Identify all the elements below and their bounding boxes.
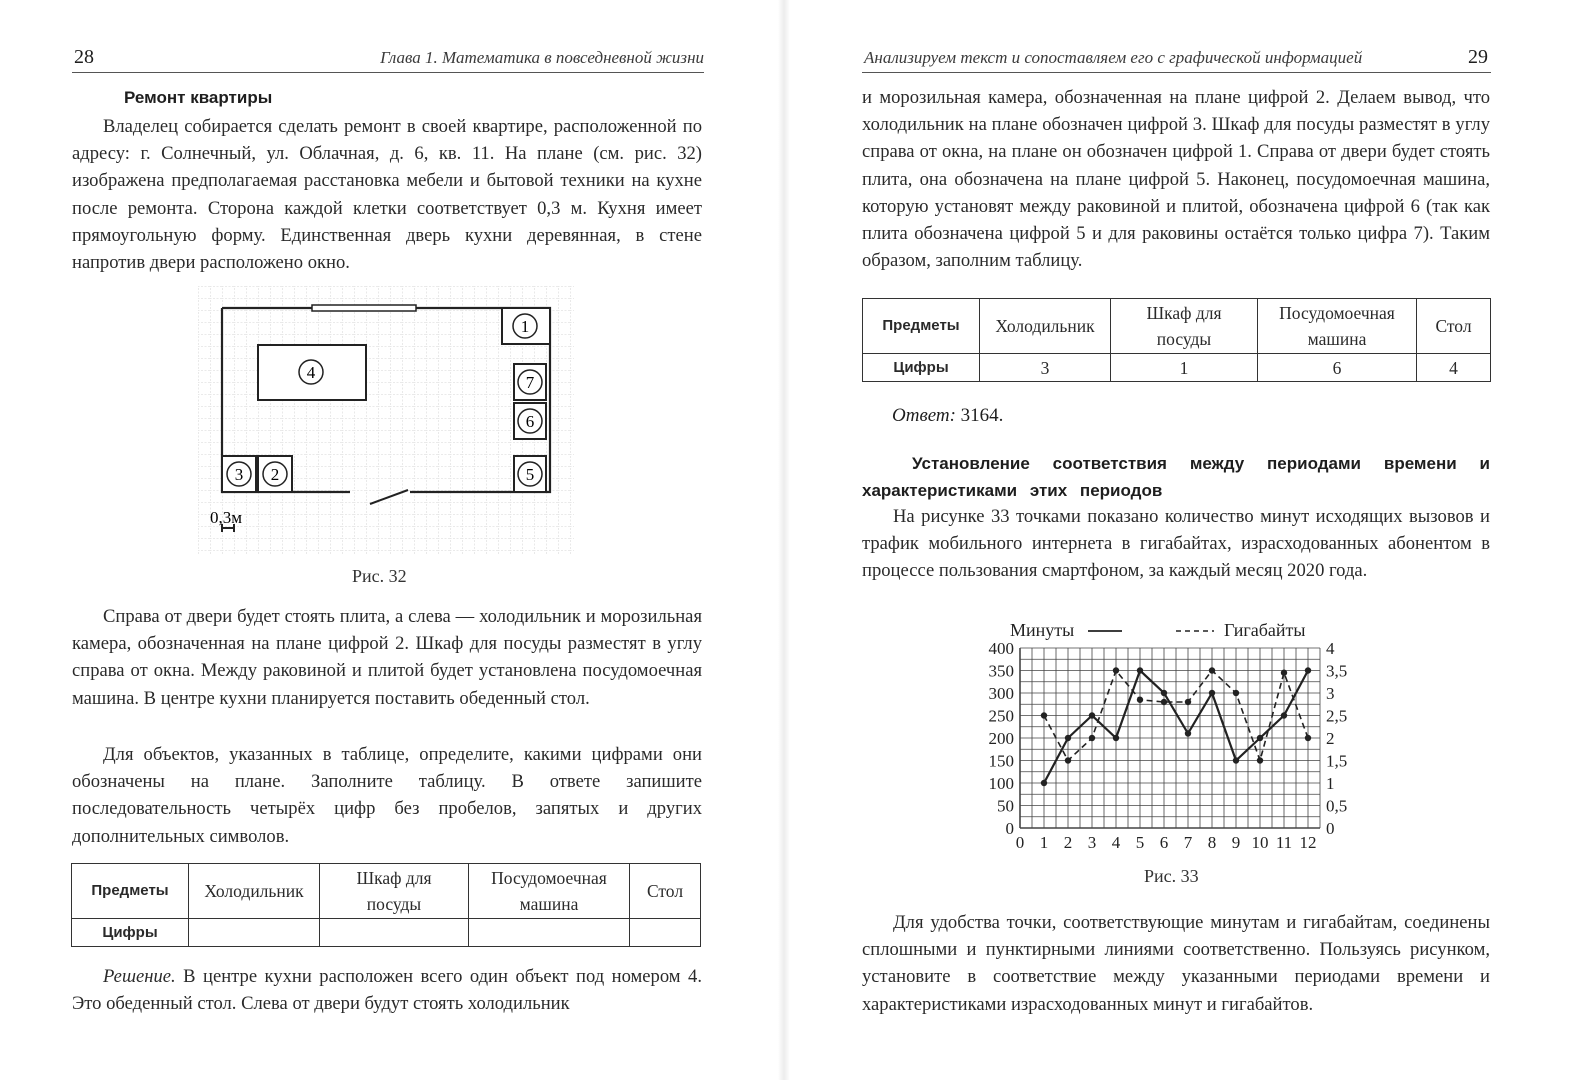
point-gigabytes	[1281, 670, 1287, 676]
x-tick: 6	[1159, 833, 1169, 852]
x-tick: 2	[1063, 833, 1073, 852]
chart-ticks	[989, 639, 1348, 852]
paragraph-3: Для удобства точки, соответствующие минутам и гигабайтам, соединены сплошными и пунктирными линиями соответственно. Пользуясь рисунком, установите в соответствие между указанными периодами времени и характеристиками израсходованных минут и гигабайтов.	[862, 912, 1490, 1015]
x-tick: 1	[1039, 833, 1049, 852]
y-tick-right: 3,5	[1326, 661, 1348, 681]
section-title: Ремонт квартиры	[124, 88, 273, 107]
chart-legend	[1010, 620, 1305, 640]
cell-text: Холодильник	[995, 316, 1095, 336]
scale-label: 0,3м	[210, 508, 243, 527]
x-tick: 10	[1251, 833, 1269, 852]
x-tick: 0	[1015, 833, 1025, 852]
paragraph-1: и морозильная камера, обозначенная на плане цифрой 2. Делаем вывод, что холодильник на плане обозначен цифрой 3. Шкаф для посуды разместят в углу справа от окна, на плане он обозначен цифрой 1. Справа от двери будет стоять плита, она обозначена на плане цифрой 5. Наконец, посудомоечная машина, которую установят между раковиной и плитой, обозначена цифрой 6 (так как плита обозначена цифрой 5 и для раковины остаётся только цифра 7). Таким образом, заполним таблицу.	[862, 87, 1490, 272]
point-minutes	[1281, 712, 1287, 718]
paragraph-2: Справа от двери будет стоять плита, а слева — холодильник и морозильная камера, обозначенная на плане цифрой 2. Шкаф для посуды разместят в углу справа от окна. Между раковиной и плитой будет установлена посудомоечная машина. В центре кухни планируется поставить обеденный стол.	[72, 606, 702, 709]
point-minutes	[1065, 735, 1071, 741]
header-rule	[862, 72, 1491, 73]
figure-caption: Рис. 33	[1144, 866, 1199, 886]
table-cell-digit: 6	[1258, 354, 1417, 382]
chart-figure-33	[980, 610, 1360, 860]
table-cell-empty	[320, 919, 469, 947]
x-tick: 11	[1275, 833, 1293, 852]
table-cell-digit: 3	[980, 354, 1111, 382]
point-gigabytes	[1065, 757, 1071, 763]
header-rule	[72, 72, 704, 73]
kitchen-plan	[198, 286, 574, 554]
y-tick-right: 0	[1326, 819, 1335, 838]
y-tick-right: 2,5	[1326, 706, 1348, 726]
table-cell-empty	[189, 919, 320, 947]
y-tick-right: 4	[1326, 639, 1335, 658]
cell-text: Стол	[1435, 316, 1472, 336]
left-page	[0, 0, 784, 1080]
solution-text: В центре кухни расположен всего один объект под номером 4. Это обеденный стол. Слева от двери будут стоять холодильник	[72, 966, 702, 1015]
x-tick: 3	[1087, 833, 1097, 852]
y-tick-left: 300	[988, 684, 1014, 703]
table-cell-empty	[630, 919, 701, 947]
table-header-item	[630, 864, 701, 919]
section-title: Установление соответствия между периодами времени и характеристиками этих периодов	[862, 454, 1490, 500]
y-tick-left: 100	[988, 774, 1014, 793]
page-number: 29	[1468, 46, 1488, 68]
point-gigabytes	[1209, 667, 1215, 673]
y-tick-left: 400	[988, 639, 1014, 658]
plan-label-3: 3	[234, 465, 244, 484]
solution-paragraph	[72, 963, 702, 1017]
table-header-item	[469, 864, 630, 919]
cell-text: Шкаф для	[1146, 303, 1222, 323]
paragraph-3: Для объектов, указанных в таблице, определите, какими цифрами они обозначены на плане. Заполните таблицу. В ответе запишите последовательность четырёх цифр без пробелов, запятых и других дополнительных символов.	[72, 744, 702, 847]
point-gigabytes	[1161, 699, 1167, 705]
y-tick-right: 2	[1326, 729, 1335, 748]
point-gigabytes	[1089, 735, 1095, 741]
plan-label-7: 7	[525, 373, 535, 392]
table-cell-empty	[469, 919, 630, 947]
y-tick-left: 50	[997, 796, 1014, 816]
point-minutes	[1257, 735, 1263, 741]
table-header-item	[1111, 299, 1258, 354]
answer-label: Ответ:	[892, 405, 956, 426]
y-tick-right: 1	[1326, 774, 1335, 793]
figure-caption: Рис. 32	[352, 566, 407, 586]
x-tick: 8	[1207, 833, 1217, 852]
legend-label-minutes: Минуты	[1010, 620, 1075, 640]
plan-label-5: 5	[525, 465, 535, 484]
y-tick-left: 350	[988, 661, 1014, 681]
right-page	[784, 0, 1569, 1080]
point-minutes	[1113, 735, 1119, 741]
paragraph-2: На рисунке 33 точками показано количество минут исходящих вызовов и трафик мобильного интернета в гигабайтах, израсходованных абонентом в процессе пользования смартфоном, за каждый месяц 2020 года.	[862, 506, 1490, 582]
point-minutes	[1185, 730, 1191, 736]
point-gigabytes	[1113, 667, 1119, 673]
cell-text: машина	[519, 894, 579, 914]
point-minutes	[1161, 690, 1167, 696]
point-gigabytes	[1137, 697, 1143, 703]
answer-value: 3164.	[960, 405, 1004, 426]
table-header-objects: Предметы	[863, 299, 980, 354]
point-minutes	[1233, 757, 1239, 763]
answer-table	[862, 298, 1491, 382]
cell-text: Посудомоечная	[491, 868, 607, 888]
point-minutes	[1137, 667, 1143, 673]
cell-text: Посудомоечная	[1279, 303, 1395, 323]
cell-text: Стол	[646, 881, 684, 901]
cell-text: машина	[1307, 329, 1367, 349]
table-cell-digit: 4	[1417, 354, 1491, 382]
legend-label-gigabytes: Гигабайты	[1224, 620, 1306, 640]
plan-label-1: 1	[520, 317, 530, 336]
point-minutes	[1209, 690, 1215, 696]
x-tick: 9	[1231, 833, 1241, 852]
cell-text: Холодильник	[204, 881, 304, 901]
x-tick: 12	[1299, 833, 1317, 852]
cell-text: Шкаф для	[356, 868, 432, 888]
point-gigabytes	[1233, 690, 1239, 696]
running-head: Анализируем текст и сопоставляем его с графической информацией	[864, 48, 1363, 67]
plan-label-2: 2	[270, 465, 280, 484]
table-header-item	[320, 864, 469, 919]
answer-line	[892, 405, 1003, 427]
table-cell-digit: 1	[1111, 354, 1258, 382]
point-gigabytes	[1041, 712, 1047, 718]
running-head: Глава 1. Математика в повседневной жизни	[380, 48, 704, 67]
table-header-item	[1258, 299, 1417, 354]
point-gigabytes	[1305, 735, 1311, 741]
point-minutes	[1041, 780, 1047, 786]
cell-text: посуды	[1156, 329, 1212, 349]
y-tick-left: 250	[988, 706, 1014, 726]
plan-label-4: 4	[306, 363, 316, 382]
y-tick-right: 0,5	[1326, 796, 1348, 816]
point-gigabytes	[1257, 757, 1263, 763]
table-header-objects: Предметы	[72, 864, 189, 919]
y-tick-right: 1,5	[1326, 751, 1348, 771]
y-tick-left: 200	[988, 729, 1014, 748]
table-header-item	[980, 299, 1111, 354]
x-tick: 4	[1111, 833, 1121, 852]
solution-label: Решение.	[103, 966, 176, 987]
table-header-digits: Цифры	[863, 354, 980, 382]
table-header-item	[189, 864, 320, 919]
x-tick: 7	[1183, 833, 1193, 852]
window	[312, 305, 416, 311]
cell-text: посуды	[366, 894, 422, 914]
y-tick-right: 3	[1326, 684, 1335, 703]
y-tick-left: 150	[988, 751, 1014, 771]
y-tick-left: 0	[1005, 819, 1014, 838]
x-tick: 5	[1135, 833, 1145, 852]
point-minutes	[1305, 667, 1311, 673]
intro-paragraph: Владелец собирается сделать ремонт в своей квартире, расположенной по адресу: г. Солнечный, ул. Облачная, д. 6, кв. 11. На плане (см. рис. 32) изображена предполагаемая расстановка мебели и бытовой техники на кухне после ремонта. Сторона каждой клетки соответствует 0,3 м. Кухня имеет прямоугольную форму. Единственная дверь кухни деревянная, в стене напротив двери расположено окно.	[72, 116, 702, 274]
point-gigabytes	[1185, 699, 1191, 705]
table-header-digits: Цифры	[72, 919, 189, 947]
plan-label-6: 6	[525, 412, 535, 431]
page-number: 28	[74, 46, 94, 68]
point-minutes	[1089, 712, 1095, 718]
table-header-item	[1417, 299, 1491, 354]
task-table	[71, 863, 701, 947]
